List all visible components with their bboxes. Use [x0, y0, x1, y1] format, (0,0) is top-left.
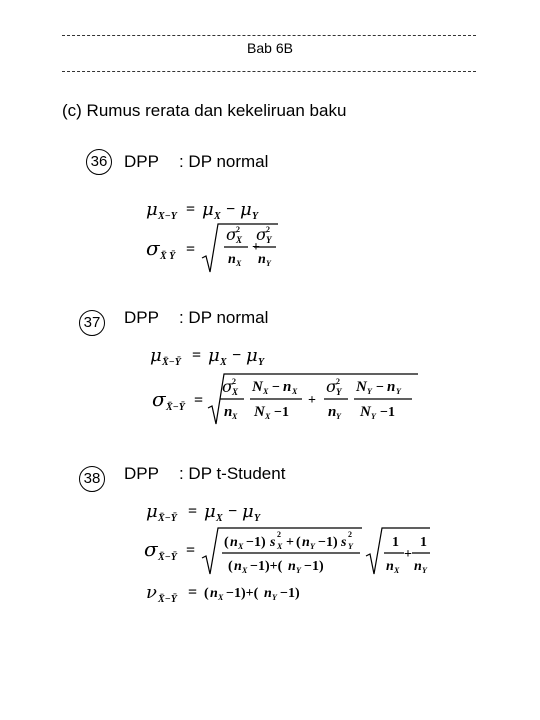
- svg-text:n: n: [234, 559, 242, 574]
- svg-text:X: X: [277, 542, 283, 551]
- svg-text:n: n: [230, 535, 238, 550]
- svg-text:X̄ Ȳ: X̄ Ȳ: [160, 251, 176, 262]
- svg-text:1: 1: [420, 535, 427, 550]
- formula-standard-error-37: [144, 370, 424, 430]
- svg-text:X̄−Ȳ: X̄−Ȳ: [166, 402, 185, 413]
- svg-text:2: 2: [336, 377, 340, 386]
- item-number-badge: 36: [86, 149, 112, 175]
- svg-text:N: N: [254, 404, 265, 420]
- svg-text:σ: σ: [152, 387, 166, 411]
- svg-text:n: n: [302, 535, 310, 550]
- svg-text:+: +: [404, 547, 412, 562]
- svg-text:X̄−Ȳ: X̄−Ȳ: [162, 357, 181, 368]
- svg-text:μ: μ: [146, 501, 158, 522]
- svg-text:X: X: [263, 387, 269, 396]
- svg-text:=: =: [192, 347, 202, 364]
- svg-text:N: N: [252, 379, 263, 395]
- svg-text:X: X: [232, 387, 239, 397]
- svg-text:−1): −1): [304, 559, 324, 574]
- item-description: : DP normal: [178, 152, 269, 171]
- formula-standard-error-36: [140, 220, 320, 280]
- svg-text:−: −: [232, 347, 242, 364]
- svg-text:−1)+(: −1)+(: [226, 586, 259, 601]
- svg-text:+: +: [252, 240, 260, 255]
- svg-text:X: X: [236, 259, 242, 268]
- svg-text:n: n: [414, 559, 422, 574]
- svg-text:μ: μ: [150, 345, 162, 366]
- svg-text:X: X: [214, 211, 221, 222]
- item-number-badge: 37: [79, 310, 105, 336]
- item-heading: [124, 464, 285, 484]
- bottom-dashed-rule: [62, 71, 476, 72]
- item-description: : DP normal: [178, 308, 269, 327]
- svg-text:−1: −1: [380, 405, 395, 420]
- svg-text:2: 2: [232, 377, 236, 386]
- svg-text:Y: Y: [371, 412, 376, 421]
- svg-text:μ: μ: [242, 501, 254, 522]
- svg-text:=: =: [186, 241, 196, 258]
- svg-text:σ: σ: [144, 537, 158, 561]
- svg-text:σ: σ: [146, 236, 160, 260]
- svg-text:σ: σ: [226, 225, 237, 244]
- svg-text:Y: Y: [396, 387, 401, 396]
- svg-text:Y: Y: [252, 211, 259, 222]
- svg-text:=: =: [194, 392, 204, 409]
- svg-text:X: X: [236, 235, 243, 245]
- svg-text:ν: ν: [146, 582, 157, 603]
- svg-text:Y: Y: [422, 566, 427, 575]
- svg-text:n: n: [283, 379, 292, 395]
- svg-text:Y: Y: [310, 542, 315, 551]
- svg-text:+: +: [286, 535, 294, 550]
- svg-text:Y: Y: [336, 387, 342, 397]
- svg-text:X−Y: X−Y: [158, 211, 177, 222]
- item-label: DPP: [124, 464, 159, 483]
- svg-text:=: =: [186, 201, 196, 218]
- svg-text:2: 2: [348, 530, 352, 539]
- svg-text:2: 2: [266, 225, 270, 234]
- svg-text:Y: Y: [336, 412, 341, 421]
- formula-standard-error-38: [140, 522, 440, 582]
- svg-text:+: +: [308, 393, 316, 408]
- svg-text:−: −: [272, 380, 280, 395]
- svg-text:(: (: [224, 535, 229, 550]
- svg-text:−1)+(: −1)+(: [250, 559, 283, 574]
- svg-text:n: n: [258, 252, 266, 267]
- svg-text:Y: Y: [266, 259, 271, 268]
- svg-text:X: X: [265, 412, 271, 421]
- svg-text:σ: σ: [222, 377, 233, 396]
- svg-text:n: n: [224, 404, 233, 420]
- svg-text:s: s: [341, 535, 347, 550]
- svg-text:Y: Y: [258, 357, 265, 368]
- svg-text:=: =: [186, 542, 196, 559]
- svg-text:X: X: [216, 513, 223, 524]
- svg-text:Y: Y: [367, 387, 372, 396]
- item-description: : DP t-Student: [178, 464, 286, 483]
- svg-text:Y: Y: [296, 566, 301, 575]
- svg-text:μ: μ: [246, 345, 258, 366]
- svg-text:X: X: [218, 593, 224, 602]
- svg-text:−1): −1): [318, 535, 338, 550]
- svg-text:−1): −1): [280, 586, 300, 601]
- svg-text:Y: Y: [254, 513, 261, 524]
- svg-text:Y: Y: [348, 542, 353, 551]
- svg-text:X: X: [292, 387, 298, 396]
- svg-text:n: n: [386, 559, 394, 574]
- svg-text:1: 1: [392, 535, 399, 550]
- svg-text:μ: μ: [204, 501, 216, 522]
- svg-text:X: X: [232, 412, 238, 421]
- item-label: DPP: [124, 152, 159, 171]
- svg-text:μ: μ: [240, 199, 252, 220]
- svg-text:(: (: [228, 559, 233, 574]
- svg-text:X: X: [238, 542, 244, 551]
- item-label: DPP: [124, 308, 159, 327]
- svg-text:=: =: [188, 503, 198, 520]
- svg-text:n: n: [228, 252, 236, 267]
- formula-degrees-of-freedom: [140, 576, 340, 612]
- svg-text:N: N: [360, 404, 371, 420]
- svg-text:X: X: [242, 566, 248, 575]
- top-dashed-rule: [62, 35, 476, 36]
- svg-text:μ: μ: [208, 345, 220, 366]
- svg-text:X̄−Ȳ: X̄−Ȳ: [158, 513, 177, 524]
- svg-text:−: −: [228, 503, 238, 520]
- svg-text:N: N: [356, 379, 367, 395]
- svg-text:X̄−Ȳ: X̄−Ȳ: [158, 552, 177, 563]
- svg-text:σ: σ: [256, 225, 267, 244]
- svg-text:−: −: [226, 201, 236, 218]
- svg-text:μ: μ: [146, 199, 158, 220]
- svg-text:n: n: [210, 586, 218, 601]
- svg-text:−: −: [376, 380, 384, 395]
- svg-text:n: n: [387, 379, 396, 395]
- svg-text:(: (: [204, 586, 209, 601]
- chapter-header: Bab 6B: [247, 40, 293, 56]
- svg-text:s: s: [270, 535, 276, 550]
- svg-text:X: X: [394, 566, 400, 575]
- item-number-badge: 38: [79, 466, 105, 492]
- svg-text:X̄−Ȳ: X̄−Ȳ: [158, 594, 177, 605]
- svg-text:=: =: [188, 584, 198, 601]
- svg-text:−1): −1): [246, 535, 266, 550]
- svg-text:−1: −1: [274, 405, 289, 420]
- section-title: (c) Rumus rerata dan kekeliruan baku: [62, 101, 347, 120]
- item-heading: [124, 152, 268, 172]
- item-heading: [124, 308, 268, 328]
- svg-text:n: n: [288, 559, 296, 574]
- svg-text:μ: μ: [202, 199, 214, 220]
- svg-text:n: n: [328, 404, 337, 420]
- svg-text:Y: Y: [272, 593, 277, 602]
- svg-text:Y: Y: [266, 235, 272, 245]
- svg-text:σ: σ: [326, 377, 337, 396]
- svg-text:X: X: [220, 357, 227, 368]
- svg-text:(: (: [296, 535, 301, 550]
- svg-text:2: 2: [277, 530, 281, 539]
- svg-text:n: n: [264, 586, 272, 601]
- svg-text:2: 2: [236, 225, 240, 234]
